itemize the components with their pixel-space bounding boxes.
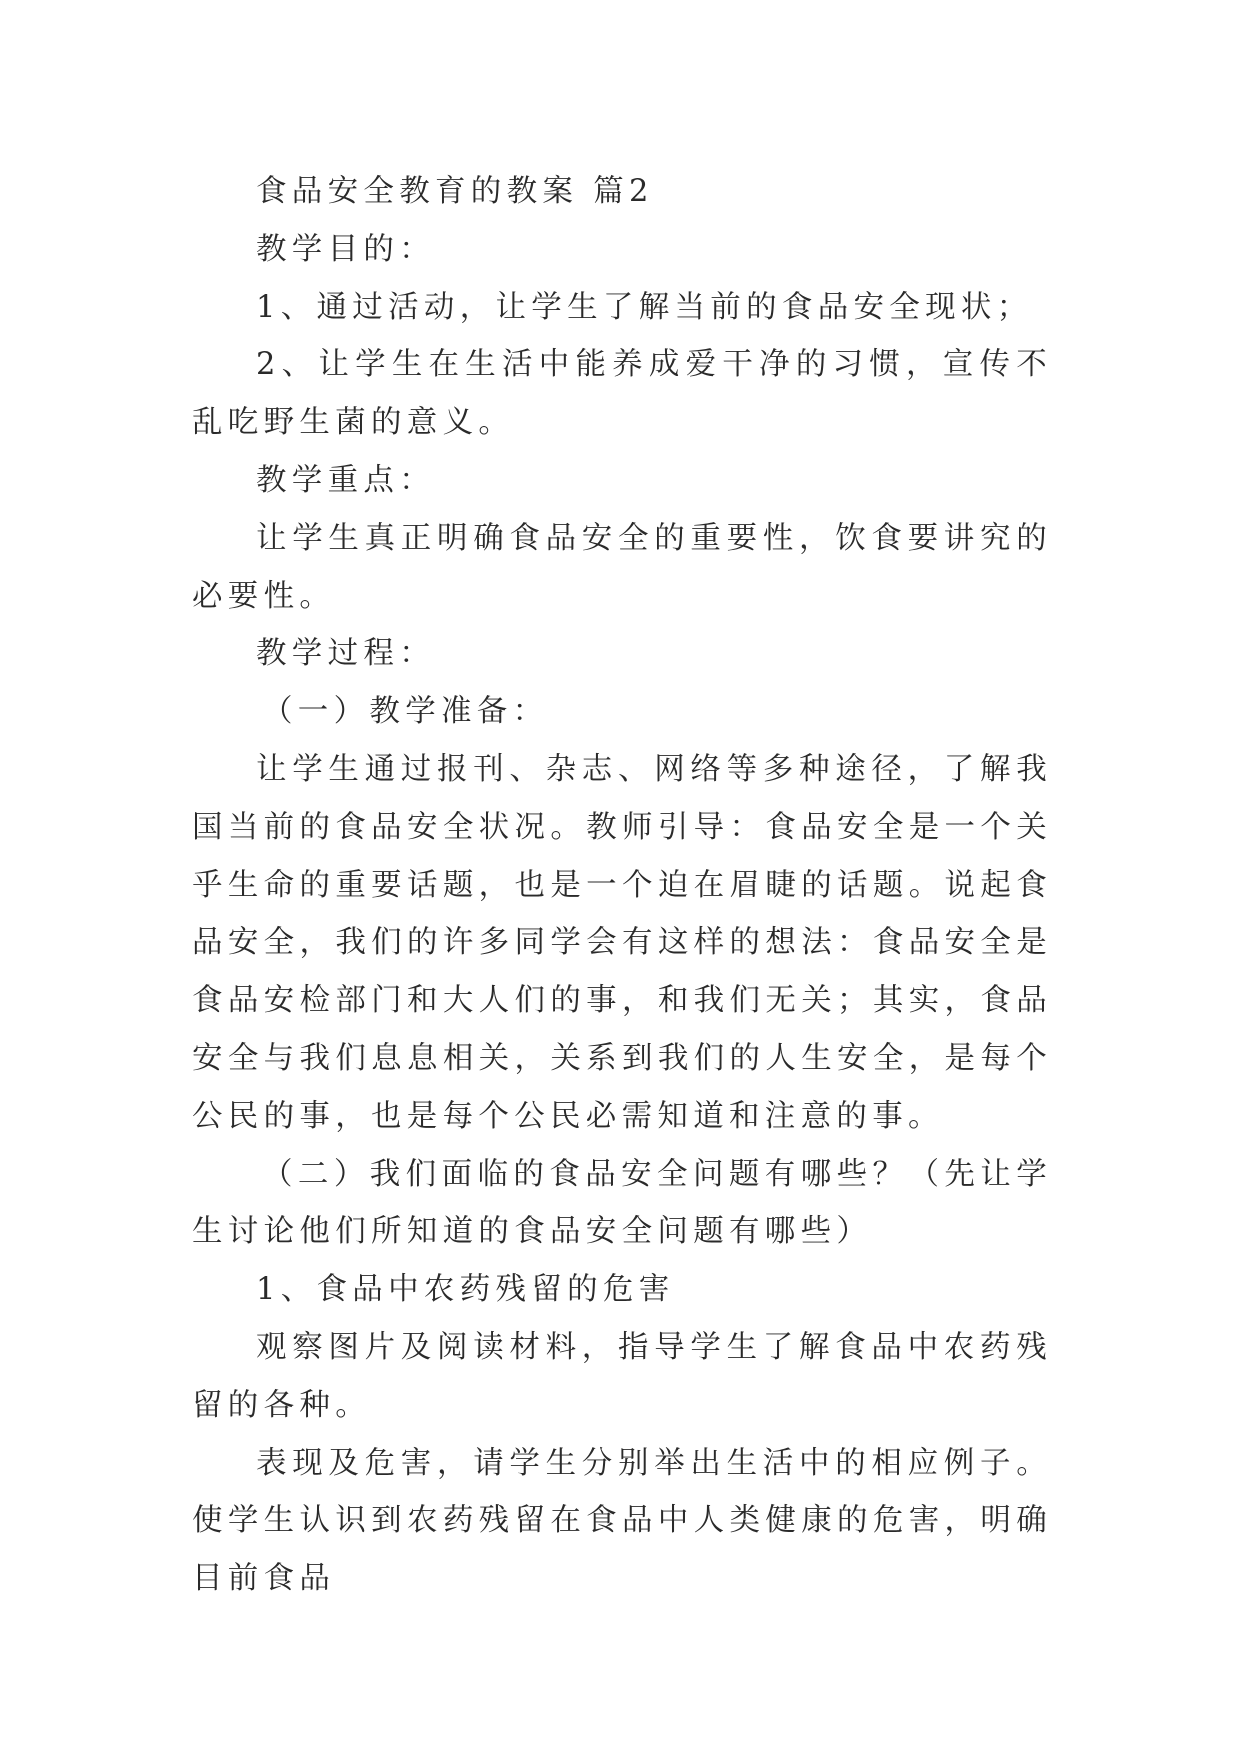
heading-teaching-focus: 教学重点： (256, 462, 435, 498)
subheading-preparation: （一）教学准备： (262, 694, 549, 730)
problem-item-1: 1、食品中农药残留的危害 (256, 1272, 675, 1308)
preparation-paragraph: 让学生通过报刊、杂志、网络等多种途径，了解我国当前的食品安全状况。教师引导：食品安全是一个关乎生命的重要话题，也是一个迫在眉睫的话题。说起食品安全，我们的许多同学会有这样的想法：食品安全是食品安检部门和大人们的事，和我们无关；其实，食品安全与我们息息相关，关系到我们的人生安全，是每个公民的事，也是每个公民必需知道和注意的事。 (192, 751, 1052, 1134)
focus-paragraph: 让学生真正明确食品安全的重要性，饮食要讲究的必要性。 (192, 520, 1052, 614)
harm-paragraph: 表现及危害，请学生分别举出生活中的相应例子。使学生认识到农药残留在食品中人类健康的危害，明确目前食品 (192, 1445, 1052, 1597)
heading-teaching-goals: 教学目的： (256, 231, 435, 267)
subheading-problems: （二）我们面临的食品安全问题有哪些？（先让学生讨论他们所知道的食品安全问题有哪些） (192, 1156, 1052, 1250)
goal-item-2: 2、让学生在生活中能养成爱干净的习惯，宣传不乱吃野生菌的意义。 (192, 347, 1052, 441)
section-title: 食品安全教育的教案 篇2 (256, 174, 654, 209)
goal-item-1: 1、通过活动，让学生了解当前的食品安全现状； (256, 289, 1033, 325)
heading-teaching-process: 教学过程： (256, 636, 435, 672)
observe-paragraph: 观察图片及阅读材料，指导学生了解食品中农药残留的各种。 (192, 1329, 1052, 1423)
document-body (192, 163, 1052, 1608)
